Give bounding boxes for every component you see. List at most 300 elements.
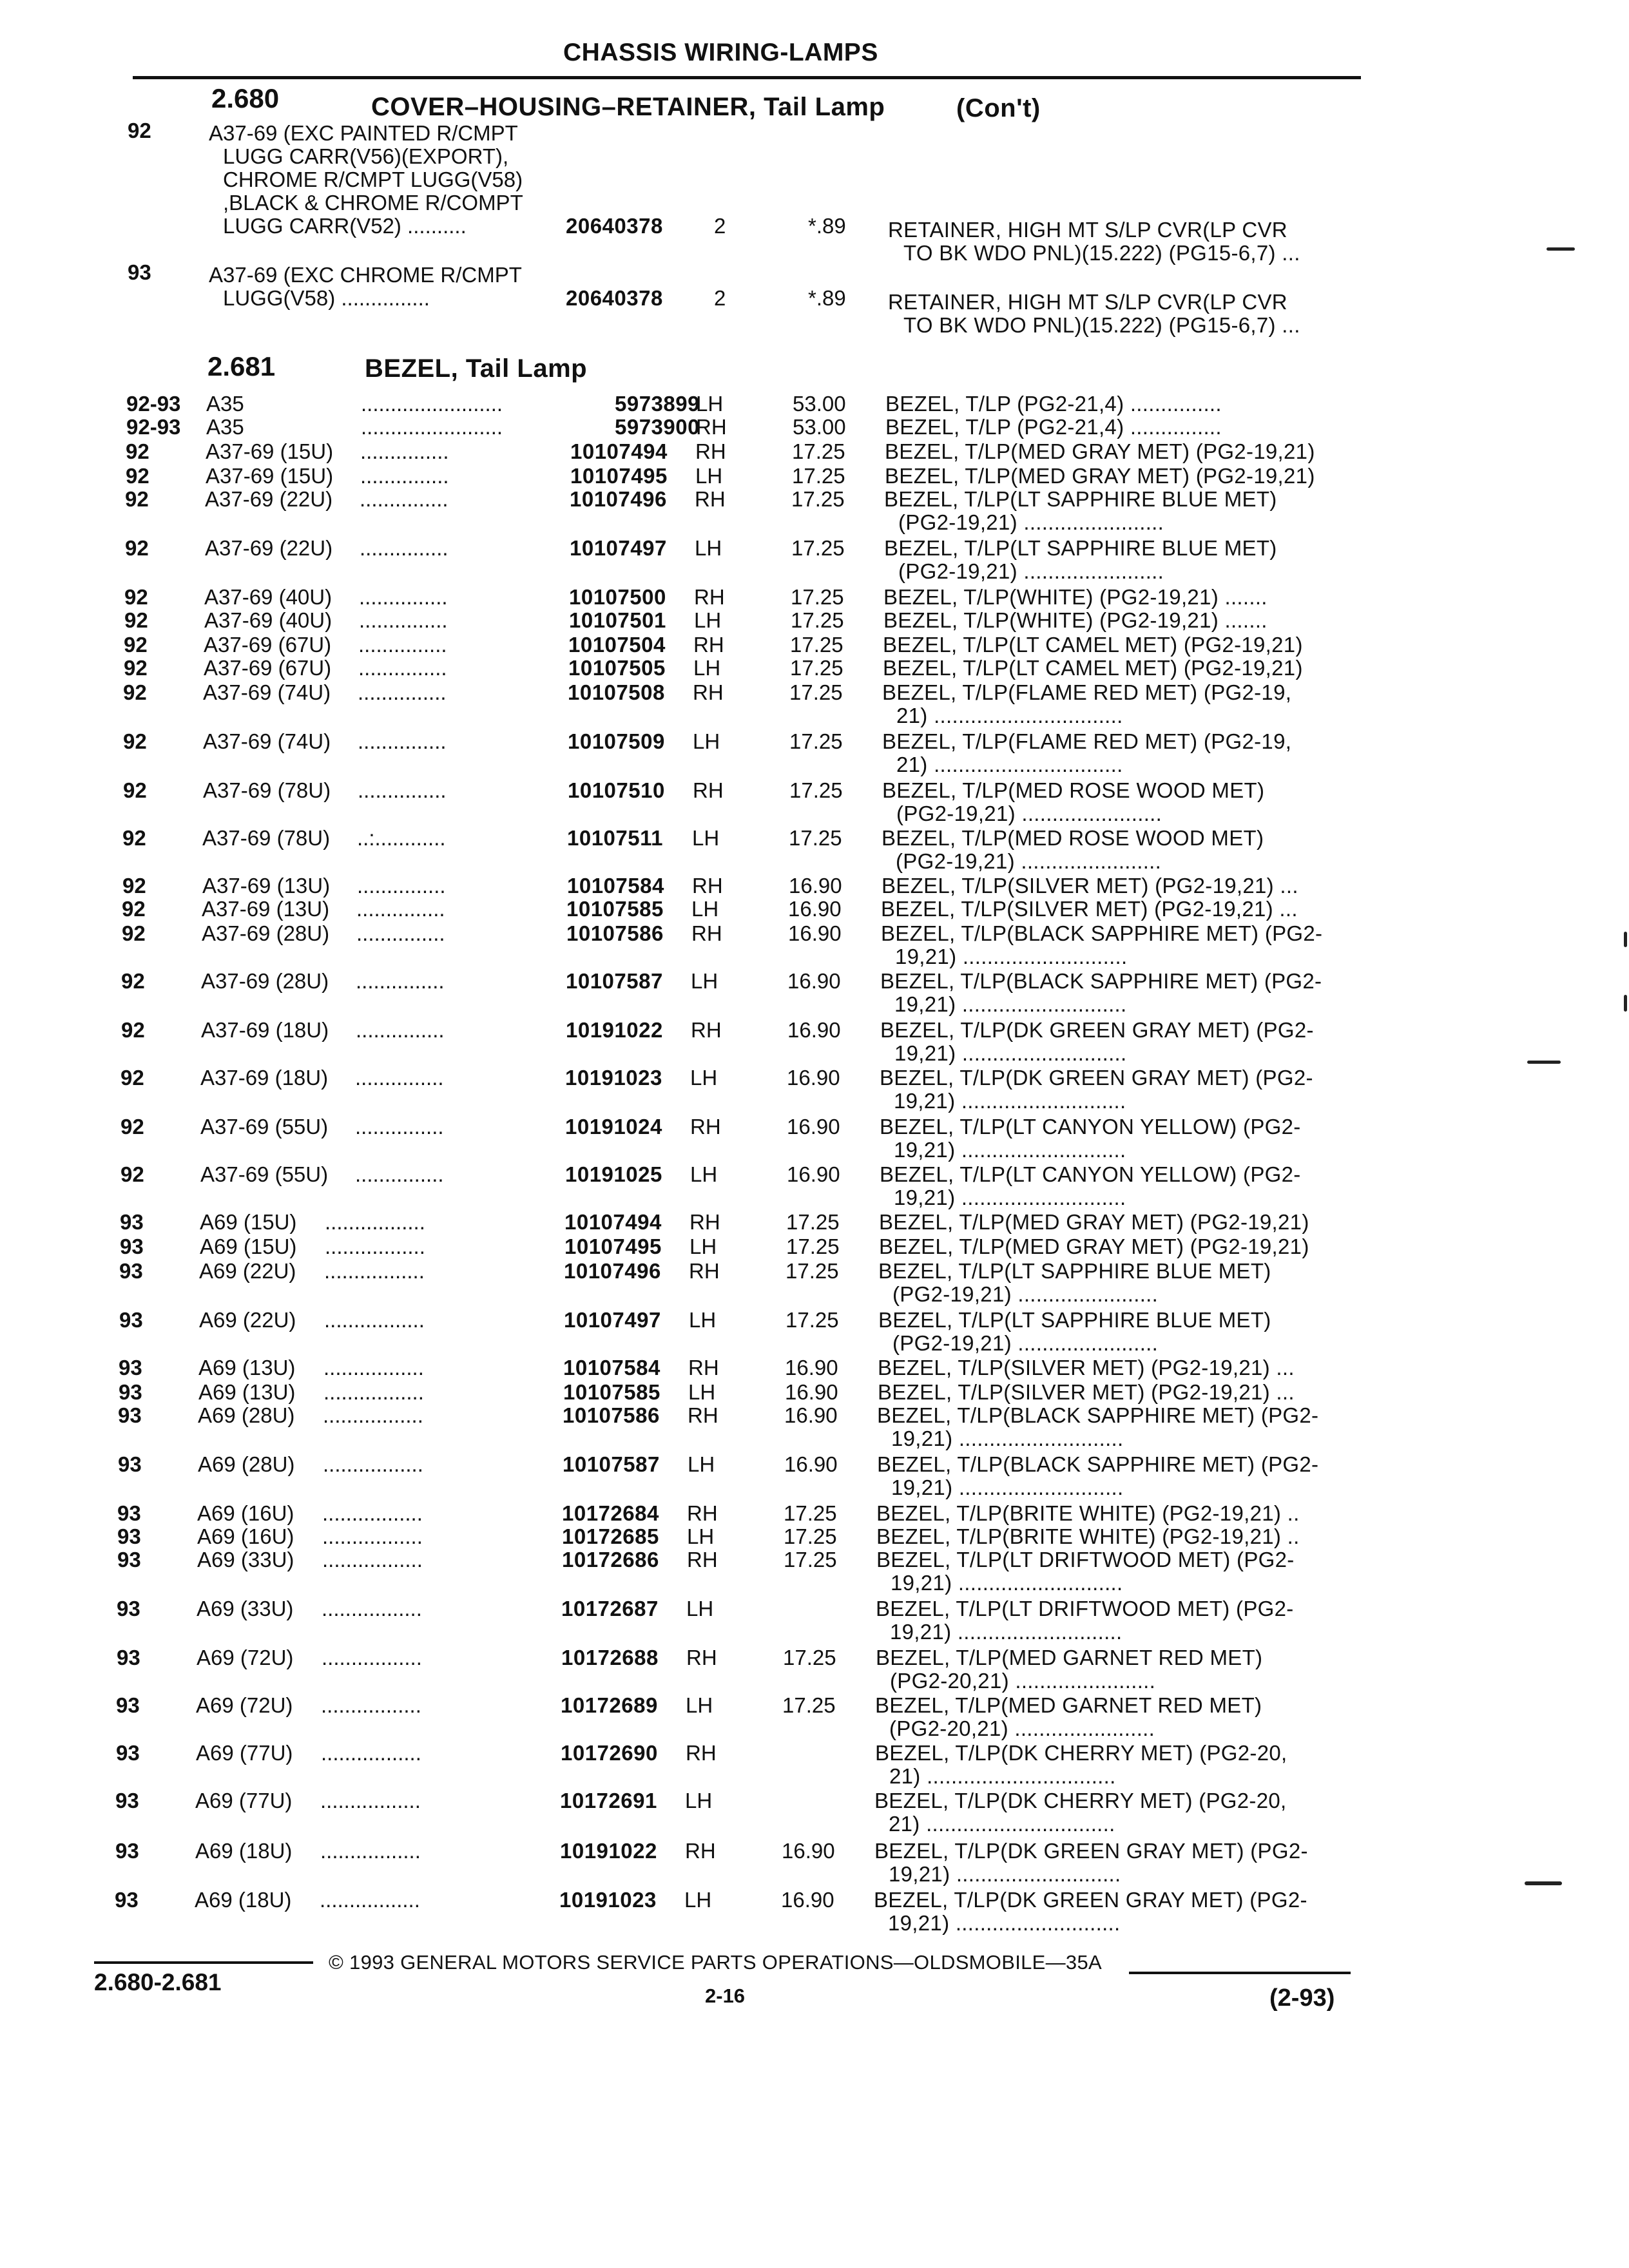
row-year: 93 (117, 1548, 141, 1571)
row-model: A37-69 (13U) (202, 897, 330, 921)
row-part-number: 5973899 (615, 392, 700, 416)
row-description-line: BEZEL, T/LP(LT SAPPHIRE BLUE MET) (878, 1259, 1271, 1283)
entry-model-line: LUGG(V58) ............... (223, 286, 430, 310)
row-description-line: BEZEL, T/LP(BLACK SAPPHIRE MET) (PG2- (881, 921, 1323, 945)
row-year: 93 (119, 1259, 143, 1283)
row-leader-dots: ............... (358, 778, 447, 802)
row-description-line: BEZEL, T/LP(WHITE) (PG2-19,21) ....... (883, 608, 1268, 632)
row-year: 92 (126, 464, 149, 488)
row-model: A69 (28U) (198, 1403, 295, 1427)
row-model: A37-69 (22U) (205, 487, 333, 511)
row-description-line: 19,21) ........................... (895, 945, 1128, 968)
row-year: 92 (122, 874, 146, 898)
row-description-line: 19,21) ........................... (894, 1138, 1126, 1162)
row-part-number: 10107501 (569, 608, 666, 632)
row-part-number: 10191023 (565, 1066, 662, 1090)
row-price: 17.25 (790, 633, 843, 657)
row-description-line: 21) ............................... (896, 704, 1123, 727)
row-side: LH (684, 1888, 712, 1912)
row-description-line: 19,21) ........................... (894, 1041, 1127, 1065)
row-side: RH (686, 1741, 717, 1765)
row-part-number: 10191023 (559, 1888, 657, 1912)
entry-year: 92 (128, 119, 151, 142)
row-model: A35 (206, 415, 244, 439)
row-description-line: BEZEL, T/LP(BLACK SAPPHIRE MET) (PG2- (877, 1452, 1319, 1476)
row-side: LH (695, 464, 723, 488)
row-description-line: BEZEL, T/LP(MED GRAY MET) (PG2-19,21) (885, 439, 1315, 463)
row-price: 17.25 (792, 464, 845, 488)
row-leader-dots: ................. (322, 1646, 422, 1669)
row-leader-dots: ................. (324, 1259, 425, 1283)
row-part-number: 10107494 (570, 439, 668, 463)
row-leader-dots: ................. (321, 1693, 421, 1717)
footer-section-range: 2.680-2.681 (94, 1969, 222, 1995)
row-leader-dots: ................. (320, 1888, 420, 1912)
row-part-number: 10172688 (561, 1646, 659, 1669)
row-side: RH (690, 1115, 721, 1139)
row-part-number: 10107500 (569, 585, 666, 609)
row-model: A69 (72U) (197, 1646, 294, 1669)
row-side: LH (691, 897, 719, 921)
row-description-line: (PG2-19,21) ....................... (898, 510, 1164, 534)
row-description-line: BEZEL, T/LP(MED GRAY MET) (PG2-19,21) (879, 1235, 1309, 1258)
row-price: 17.25 (789, 680, 843, 704)
row-model: A35 (206, 392, 244, 416)
row-description-line: BEZEL, T/LP(DK GREEN GRAY MET) (PG2- (874, 1839, 1308, 1863)
section-title: BEZEL, Tail Lamp (365, 354, 588, 383)
footer-rule-right (1129, 1972, 1351, 1974)
row-side: RH (696, 415, 727, 439)
row-part-number: 10191025 (565, 1162, 662, 1186)
row-side: LH (692, 826, 720, 850)
row-description-line: BEZEL, T/LP(LT CAMEL MET) (PG2-19,21) (883, 656, 1303, 680)
row-leader-dots: ................. (323, 1356, 424, 1379)
row-side: LH (695, 536, 722, 560)
row-leader-dots: ............... (355, 1066, 444, 1090)
row-model: A37-69 (55U) (200, 1115, 329, 1139)
row-year: 92 (124, 656, 148, 680)
row-side: LH (693, 729, 720, 753)
row-model: A37-69 (22U) (205, 536, 333, 560)
row-description-line: (PG2-20,21) ....................... (890, 1669, 1156, 1693)
row-model: A69 (15U) (200, 1210, 297, 1234)
row-year: 93 (115, 1789, 139, 1812)
row-model: A69 (13U) (198, 1380, 296, 1404)
row-year: 92 (122, 897, 146, 921)
row-part-number: 10172687 (561, 1597, 659, 1620)
row-price: 16.90 (787, 1115, 840, 1139)
row-side: LH (688, 1452, 715, 1476)
row-part-number: 5973900 (615, 415, 700, 439)
row-side: RH (695, 487, 726, 511)
row-model: A37-69 (55U) (200, 1162, 329, 1186)
row-year: 93 (120, 1235, 144, 1258)
row-description-line: BEZEL, T/LP(MED GRAY MET) (PG2-19,21) (879, 1210, 1309, 1234)
margin-mark (1624, 995, 1627, 1012)
row-price: 17.25 (791, 608, 844, 632)
row-year: 93 (117, 1501, 141, 1525)
row-year: 92 (123, 680, 147, 704)
row-year: 93 (115, 1888, 139, 1912)
row-model: A69 (33U) (197, 1548, 294, 1571)
row-leader-dots: ................. (320, 1839, 421, 1863)
row-description-line: BEZEL, T/LP(LT CANYON YELLOW) (PG2- (880, 1162, 1301, 1186)
row-price: 16.90 (787, 1162, 840, 1186)
row-year: 92 (126, 439, 149, 463)
row-side: RH (687, 1548, 718, 1571)
row-part-number: 10172689 (561, 1693, 658, 1717)
entry-model-line: ,BLACK & CHROME R/COMPT (223, 191, 523, 215)
entry-price: *.89 (808, 286, 846, 310)
row-model: A69 (28U) (198, 1452, 295, 1476)
row-part-number: 10172685 (562, 1524, 659, 1548)
row-part-number: 10107510 (568, 778, 665, 802)
row-leader-dots: ................. (322, 1524, 423, 1548)
row-side: RH (691, 1018, 722, 1042)
row-description-line: BEZEL, T/LP(DK GREEN GRAY MET) (PG2- (880, 1066, 1313, 1090)
row-price: 17.25 (786, 1308, 839, 1332)
row-year: 92 (120, 1115, 144, 1139)
row-part-number: 10172684 (562, 1501, 659, 1525)
row-leader-dots: ............... (359, 608, 448, 632)
row-leader-dots: ................. (323, 1452, 423, 1476)
row-model: A37-69 (67U) (204, 633, 332, 657)
page-title: CHASSIS WIRING-LAMPS (563, 39, 878, 66)
row-price: 17.25 (791, 585, 844, 609)
row-year: 92-93 (126, 392, 181, 416)
row-description-line: 19,21) ........................... (890, 1620, 1123, 1644)
row-year: 92 (120, 1162, 144, 1186)
row-description-line: 21) ............................... (889, 1812, 1115, 1836)
row-part-number: 10107494 (564, 1210, 662, 1234)
section-number: 2.681 (207, 351, 276, 381)
row-model: A69 (22U) (199, 1308, 296, 1332)
row-year: 93 (119, 1308, 143, 1332)
row-price: 16.90 (788, 897, 842, 921)
row-model: A37-69 (13U) (202, 874, 331, 898)
footer-rule-left (94, 1961, 313, 1964)
row-part-number: 10191024 (565, 1115, 662, 1139)
row-model: A69 (18U) (195, 1888, 292, 1912)
row-price: 17.25 (783, 1646, 836, 1669)
row-side: RH (693, 633, 724, 657)
row-description-line: BEZEL, T/LP(BLACK SAPPHIRE MET) (PG2- (880, 969, 1322, 993)
entry-model-line: LUGG CARR(V52) .......... (223, 214, 467, 238)
row-model: A37-69 (28U) (201, 969, 329, 993)
row-leader-dots: ................. (321, 1741, 421, 1765)
entry-year: 93 (128, 260, 151, 284)
row-leader-dots: ............... (358, 656, 447, 680)
row-price: 17.25 (786, 1259, 839, 1283)
row-part-number: 10191022 (566, 1018, 663, 1042)
row-leader-dots: ............... (357, 874, 446, 898)
row-description-line: BEZEL, T/LP(SILVER MET) (PG2-19,21) ... (878, 1356, 1295, 1379)
row-leader-dots: ............... (355, 1162, 444, 1186)
row-price: 17.25 (791, 536, 845, 560)
row-part-number: 10107586 (563, 1403, 660, 1427)
row-price: 53.00 (793, 415, 846, 439)
footer-date-code: (2-93) (1269, 1984, 1335, 2012)
row-description-line: 19,21) ........................... (889, 1862, 1121, 1886)
row-year: 92 (124, 608, 148, 632)
row-part-number: 10107509 (568, 729, 665, 753)
row-description-line: 19,21) ........................... (891, 1475, 1124, 1499)
entry-price: *.89 (808, 214, 846, 238)
row-year: 92 (125, 487, 149, 511)
row-description-line: 19,21) ........................... (894, 992, 1127, 1016)
row-price: 16.90 (781, 1888, 834, 1912)
row-leader-dots: ............... (360, 464, 449, 488)
row-price: 17.25 (791, 487, 845, 511)
row-leader-dots: ............... (356, 897, 445, 921)
row-side: RH (686, 1646, 717, 1669)
row-part-number: 10107586 (566, 921, 664, 945)
row-side: LH (690, 1162, 718, 1186)
row-description-line: (PG2-19,21) ....................... (892, 1331, 1159, 1355)
row-leader-dots: ............... (358, 633, 447, 657)
row-description-line: BEZEL, T/LP(DK GREEN GRAY MET) (PG2- (874, 1888, 1307, 1912)
row-description-line: 19,21) ........................... (891, 1427, 1124, 1450)
row-description-line: 19,21) ........................... (891, 1571, 1123, 1595)
row-price: 16.90 (789, 874, 842, 898)
section-number: 2.680 (211, 83, 280, 113)
row-part-number: 10172690 (561, 1741, 658, 1765)
entry-description-line: RETAINER, HIGH MT S/LP CVR(LP CVR (888, 290, 1287, 314)
row-price: 16.90 (788, 921, 842, 945)
row-description-line: BEZEL, T/LP(FLAME RED MET) (PG2-19, (882, 729, 1292, 753)
row-side: RH (693, 778, 724, 802)
row-price: 16.90 (787, 1066, 840, 1090)
row-part-number: 10107584 (563, 1356, 660, 1379)
row-side: RH (695, 439, 726, 463)
row-side: RH (691, 921, 722, 945)
entry-model-line: LUGG CARR(V56)(EXPORT), (223, 144, 509, 168)
row-price: 16.90 (784, 1452, 838, 1476)
row-model: A37-69 (78U) (202, 826, 331, 850)
row-side: LH (694, 608, 722, 632)
row-price: 17.25 (782, 1693, 836, 1717)
row-leader-dots: ............... (356, 921, 445, 945)
row-year: 93 (116, 1741, 140, 1765)
row-description-line: (PG2-19,21) ....................... (896, 849, 1162, 873)
row-model: A37-69 (74U) (203, 680, 331, 704)
row-side: RH (693, 680, 724, 704)
row-price: 16.90 (785, 1356, 838, 1379)
row-side: LH (687, 1524, 715, 1548)
row-side: LH (696, 392, 724, 416)
row-year: 92 (121, 969, 145, 993)
row-model: A37-69 (40U) (204, 608, 333, 632)
row-description-line: BEZEL, T/LP(LT DRIFTWOOD MET) (PG2- (876, 1548, 1295, 1571)
row-year: 93 (117, 1524, 141, 1548)
row-part-number: 10107505 (568, 656, 666, 680)
row-year: 92 (124, 633, 148, 657)
row-description-line: BEZEL, T/LP(BRITE WHITE) (PG2-19,21) .. (876, 1524, 1300, 1548)
row-part-number: 10107495 (564, 1235, 662, 1258)
row-model: A69 (16U) (197, 1501, 294, 1525)
row-year: 93 (115, 1839, 139, 1863)
row-leader-dots: ............... (356, 969, 445, 993)
row-year: 93 (120, 1210, 144, 1234)
row-description-line: BEZEL, T/LP(DK CHERRY MET) (PG2-20, (875, 1741, 1287, 1765)
entry-description-line: TO BK WDO PNL)(15.222) (PG15-6,7) ... (903, 313, 1300, 337)
row-part-number: 10172691 (560, 1789, 657, 1812)
row-description-line: BEZEL, T/LP(SILVER MET) (PG2-19,21) ... (881, 897, 1298, 921)
row-side: LH (685, 1789, 713, 1812)
row-leader-dots: ............... (360, 487, 448, 511)
row-description-line: BEZEL, T/LP(WHITE) (PG2-19,21) ....... (883, 585, 1268, 609)
row-leader-dots: ................. (322, 1548, 423, 1571)
row-leader-dots: ............... (360, 439, 449, 463)
row-leader-dots: ..:............ (357, 826, 446, 850)
row-model: A37-69 (18U) (200, 1066, 329, 1090)
row-description-line: BEZEL, T/LP(MED GARNET RED MET) (876, 1646, 1263, 1669)
entry-part-number: 20640378 (566, 286, 663, 310)
row-part-number: 10107504 (568, 633, 666, 657)
row-model: A37-69 (78U) (203, 778, 331, 802)
row-leader-dots: ............... (358, 729, 447, 753)
row-description-line: BEZEL, T/LP(MED GRAY MET) (PG2-19,21) (885, 464, 1315, 488)
row-description-line: BEZEL, T/LP(LT DRIFTWOOD MET) (PG2- (876, 1597, 1294, 1620)
entry-model-line: A37-69 (EXC PAINTED R/CMPT (209, 121, 518, 145)
row-price: 17.25 (789, 729, 843, 753)
row-side: RH (689, 1210, 720, 1234)
row-leader-dots: ................. (325, 1235, 425, 1258)
row-year: 93 (118, 1403, 142, 1427)
row-part-number: 10107585 (566, 897, 664, 921)
entry-quantity: 2 (714, 214, 726, 238)
entry-description-line: TO BK WDO PNL)(15.222) (PG15-6,7) ... (903, 241, 1300, 265)
row-side: LH (689, 1308, 717, 1332)
row-description-line: 19,21) ........................... (888, 1911, 1121, 1935)
row-price: 16.90 (787, 1018, 841, 1042)
row-description-line: (PG2-20,21) ....................... (889, 1716, 1155, 1740)
row-description-line: BEZEL, T/LP(BLACK SAPPHIRE MET) (PG2- (877, 1403, 1319, 1427)
row-side: LH (686, 1693, 713, 1717)
row-price: 16.90 (784, 1403, 838, 1427)
row-description-line: BEZEL, T/LP(MED ROSE WOOD MET) (882, 778, 1265, 802)
row-description-line: BEZEL, T/LP(FLAME RED MET) (PG2-19, (882, 680, 1292, 704)
row-side: LH (690, 1066, 718, 1090)
entry-part-number: 20640378 (566, 214, 663, 238)
row-part-number: 10107587 (563, 1452, 660, 1476)
entry-model-line: CHROME R/CMPT LUGG(V58) (223, 168, 523, 191)
row-side: RH (694, 585, 725, 609)
row-side: RH (688, 1356, 719, 1379)
row-leader-dots: ................. (322, 1501, 423, 1525)
row-side: LH (691, 969, 718, 993)
row-year: 92 (120, 1066, 144, 1090)
row-price: 17.25 (786, 1235, 840, 1258)
row-price: 17.25 (786, 1210, 840, 1234)
page-number: 2-16 (705, 1984, 746, 2007)
row-leader-dots: ................. (320, 1789, 421, 1812)
row-leader-dots: ................. (324, 1308, 425, 1332)
row-leader-dots: ............... (356, 1018, 445, 1042)
row-price: 17.25 (784, 1501, 837, 1525)
row-description-line: BEZEL, T/LP(LT CAMEL MET) (PG2-19,21) (883, 633, 1303, 657)
row-model: A37-69 (15U) (206, 439, 334, 463)
margin-mark (1547, 247, 1575, 251)
row-year: 92-93 (126, 415, 181, 439)
row-leader-dots: ................. (323, 1403, 423, 1427)
row-price: 17.25 (784, 1548, 837, 1571)
row-year: 92 (125, 536, 149, 560)
row-model: A69 (16U) (197, 1524, 294, 1548)
row-part-number: 10172686 (562, 1548, 659, 1571)
entry-description-line: RETAINER, HIGH MT S/LP CVR(LP CVR (888, 218, 1287, 242)
row-side: RH (692, 874, 723, 898)
row-leader-dots: ............... (359, 585, 448, 609)
row-year: 93 (118, 1452, 142, 1476)
row-description-line: BEZEL, T/LP(SILVER MET) (PG2-19,21) ... (878, 1380, 1295, 1404)
row-model: A69 (77U) (195, 1789, 293, 1812)
row-year: 93 (117, 1646, 140, 1669)
row-leader-dots: ........................ (361, 392, 503, 416)
margin-mark (1624, 932, 1627, 947)
row-model: A69 (22U) (199, 1259, 296, 1283)
row-part-number: 10107585 (563, 1380, 660, 1404)
section-continued-label: (Con't) (956, 94, 1041, 122)
row-model: A69 (18U) (195, 1839, 293, 1863)
row-description-line: 21) ............................... (889, 1764, 1116, 1788)
row-year: 92 (123, 729, 147, 753)
row-description-line: (PG2-19,21) ....................... (898, 559, 1164, 583)
row-side: RH (685, 1839, 716, 1863)
row-description-line: BEZEL, T/LP(MED ROSE WOOD MET) (882, 826, 1264, 850)
row-year: 93 (119, 1380, 142, 1404)
row-price: 17.25 (784, 1524, 837, 1548)
row-part-number: 10107497 (564, 1308, 661, 1332)
row-leader-dots: ................. (323, 1380, 424, 1404)
row-model: A37-69 (40U) (204, 585, 333, 609)
row-year: 93 (119, 1356, 142, 1379)
margin-mark (1527, 1061, 1561, 1064)
row-description-line: BEZEL, T/LP (PG2-21,4) ............... (885, 415, 1222, 439)
row-leader-dots: ............... (358, 680, 447, 704)
row-model: A69 (77U) (196, 1741, 293, 1765)
row-leader-dots: ................. (322, 1597, 422, 1620)
row-part-number: 10107511 (567, 826, 664, 850)
row-model: A37-69 (28U) (202, 921, 330, 945)
row-side: RH (689, 1259, 720, 1283)
row-description-line: BEZEL, T/LP(MED GARNET RED MET) (875, 1693, 1262, 1717)
row-price: 17.25 (789, 778, 843, 802)
row-description-line: 19,21) ........................... (894, 1186, 1126, 1209)
row-price: 53.00 (793, 392, 846, 416)
row-price: 17.25 (792, 439, 845, 463)
row-description-line: BEZEL, T/LP(LT SAPPHIRE BLUE MET) (884, 487, 1277, 511)
row-description-line: BEZEL, T/LP(DK CHERRY MET) (PG2-20, (874, 1789, 1287, 1812)
row-side: LH (693, 656, 721, 680)
copyright-notice: © 1993 GENERAL MOTORS SERVICE PARTS OPERATIONS—OLDSMOBILE—35A (329, 1951, 1102, 1974)
row-description-line: BEZEL, T/LP(DK GREEN GRAY MET) (PG2- (880, 1018, 1314, 1042)
row-model: A37-69 (15U) (206, 464, 334, 488)
row-side: RH (688, 1403, 718, 1427)
header-rule (133, 76, 1361, 79)
row-part-number: 10191022 (560, 1839, 657, 1863)
row-year: 92 (121, 1018, 145, 1042)
row-description-line: (PG2-19,21) ....................... (892, 1282, 1159, 1306)
row-model: A37-69 (74U) (203, 729, 331, 753)
row-price: 17.25 (790, 656, 843, 680)
row-model: A69 (33U) (197, 1597, 294, 1620)
row-model: A69 (13U) (198, 1356, 296, 1379)
row-part-number: 10107497 (570, 536, 667, 560)
row-price: 16.90 (785, 1380, 838, 1404)
row-price: 16.90 (787, 969, 841, 993)
row-side: RH (687, 1501, 718, 1525)
